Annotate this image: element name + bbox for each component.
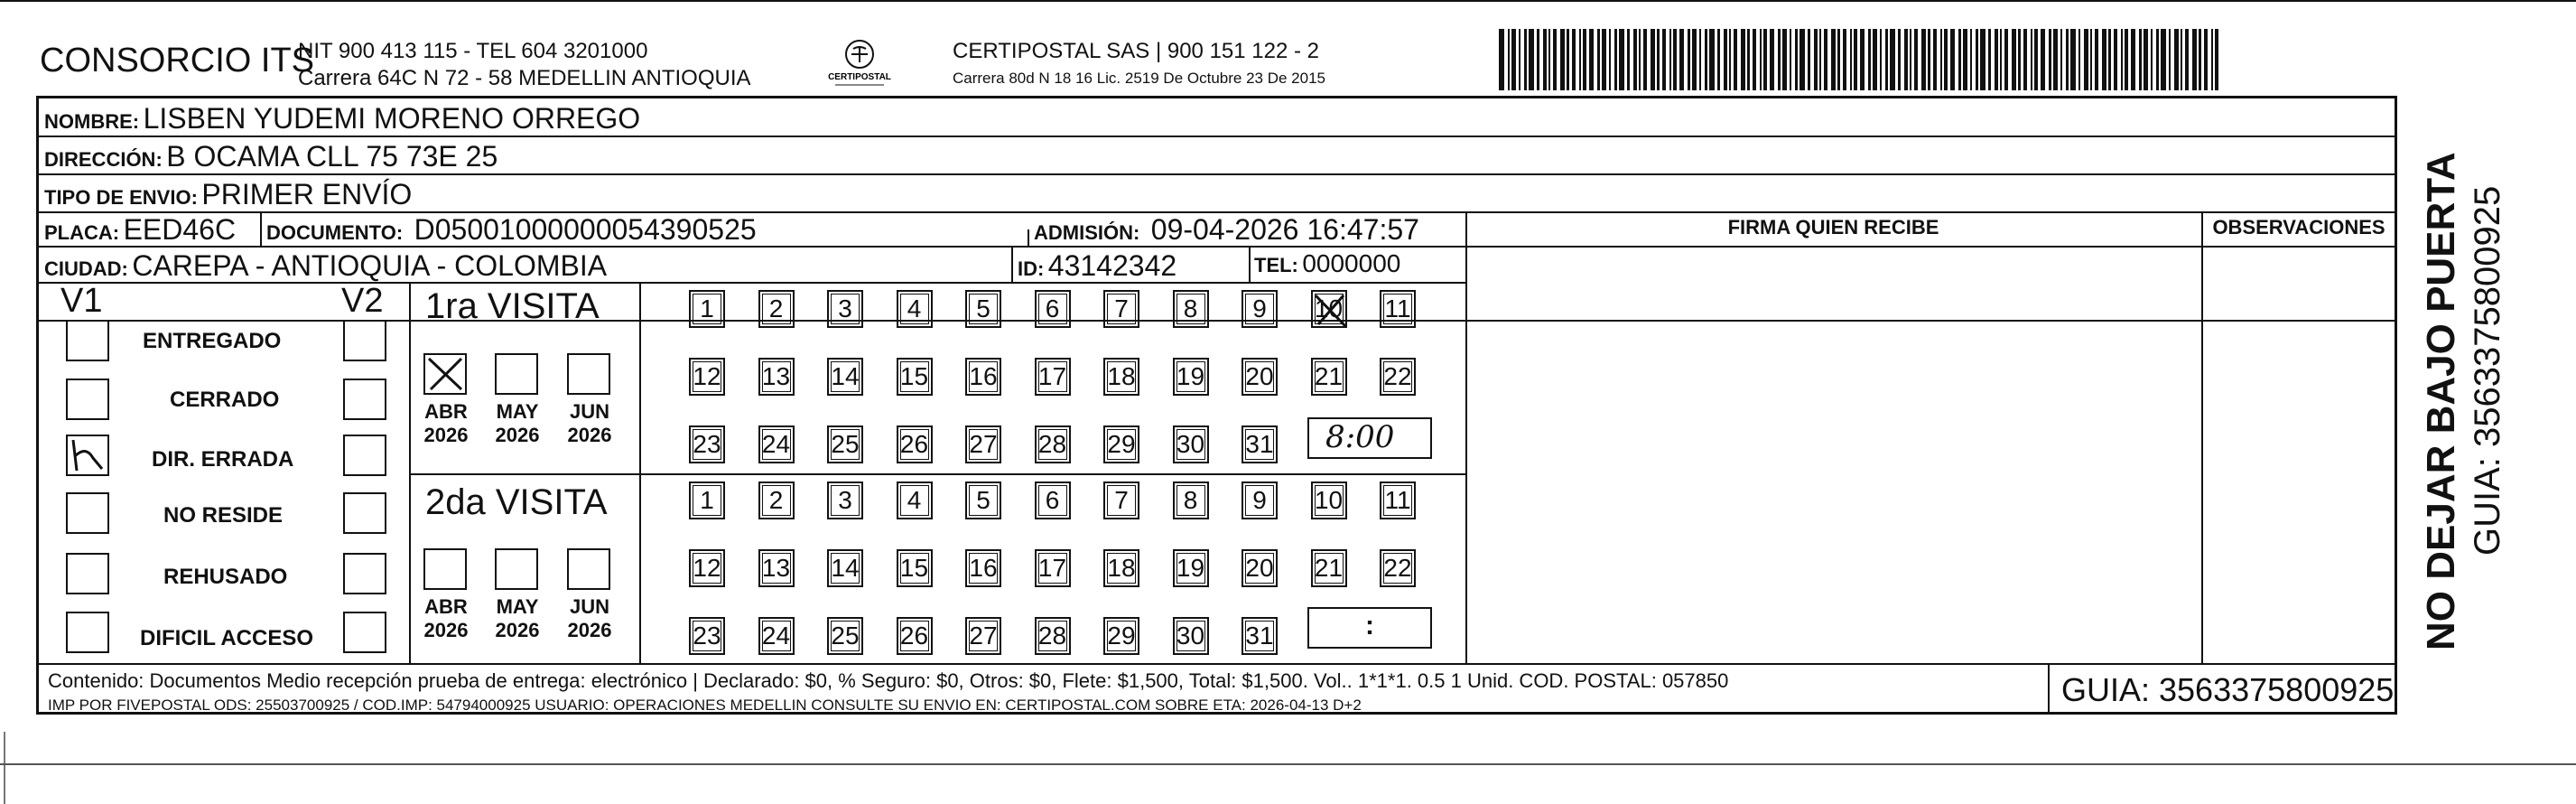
- first-visit-day-29[interactable]: 29: [1103, 425, 1139, 463]
- first-visit-day-28[interactable]: 28: [1035, 425, 1071, 463]
- second-visit-day-22[interactable]: 22: [1380, 549, 1416, 587]
- certipostal-logo: [817, 36, 903, 90]
- certipostal-info: [953, 38, 1325, 92]
- first-month-jun-checkbox[interactable]: [567, 353, 610, 395]
- second-month-may-label: MAY 2026: [495, 595, 540, 641]
- second-visit-day-19[interactable]: 19: [1173, 549, 1209, 587]
- first-visit-day-20[interactable]: 20: [1242, 358, 1278, 396]
- first-visit-day-8[interactable]: 8: [1173, 290, 1209, 328]
- second-visit-day-10[interactable]: 10: [1311, 481, 1347, 519]
- side-guia-text: GUIA: 3563375800925: [2468, 185, 2507, 556]
- delivery-form: [36, 96, 2397, 715]
- second-visit-day-4[interactable]: 4: [897, 481, 933, 519]
- v2-entregado-checkbox[interactable]: [343, 320, 386, 361]
- observaciones-header: OBSERVACIONES: [2212, 216, 2385, 238]
- second-visit-day-1[interactable]: 1: [689, 481, 725, 519]
- certipostal-license: Carrera 80d N 18 16 Lic. 2519 De Octubre 23 De 2015: [953, 70, 1325, 87]
- first-visit-time[interactable]: [1307, 417, 1432, 459]
- ciudad-label: CIUDAD:: [44, 257, 128, 280]
- nombre-label: NOMBRE:: [44, 110, 140, 133]
- first-visit-day-26[interactable]: 26: [897, 425, 933, 463]
- second-month-abr-checkbox[interactable]: [423, 548, 467, 590]
- x-mark-icon: [1313, 292, 1349, 330]
- first-visit-day-12[interactable]: 12: [689, 358, 725, 396]
- first-visit-day-23[interactable]: 23: [689, 425, 725, 463]
- tipo-envio-field: [44, 178, 412, 211]
- second-visit-day-27[interactable]: 27: [965, 617, 1001, 655]
- v2-header: V2: [341, 282, 384, 320]
- first-visit-title: 1ra VISITA: [425, 286, 600, 326]
- v1-dir-errada-checkbox[interactable]: [66, 435, 109, 476]
- second-month-jun-label: JUN 2026: [567, 595, 612, 641]
- status-no-reside: NO RESIDE: [163, 503, 284, 528]
- v1-cerrado-checkbox[interactable]: [66, 379, 109, 420]
- v2-dificil-acceso-checkbox[interactable]: [343, 612, 386, 653]
- second-visit-title: 2da VISITA: [425, 482, 608, 522]
- tel-value: 0000000: [1302, 249, 1401, 277]
- certipostal-line: CERTIPOSTAL SAS | 900 151 122 - 2: [953, 39, 1319, 63]
- first-visit-day-15[interactable]: 15: [897, 358, 933, 396]
- documento-field: [266, 213, 757, 247]
- second-visit-day-3[interactable]: 3: [827, 481, 863, 519]
- top-border: [0, 0, 2576, 2]
- second-visit-day-7[interactable]: 7: [1103, 481, 1139, 519]
- tel-label: TEL:: [1254, 254, 1298, 276]
- placa-label: PLACA:: [44, 221, 120, 244]
- v1-entregado-checkbox[interactable]: [66, 320, 109, 361]
- status-dificil-acceso: DIFICIL ACCESO: [140, 626, 314, 650]
- id-label: ID:: [1018, 257, 1045, 280]
- first-visit-day-18[interactable]: 18: [1103, 358, 1139, 396]
- first-visit-day-3[interactable]: 3: [827, 290, 863, 328]
- second-visit-day-2[interactable]: 2: [758, 481, 795, 519]
- second-visit-day-16[interactable]: 16: [965, 549, 1001, 587]
- placa-value: EED46C: [123, 213, 237, 246]
- company-name: CONSORCIO ITS: [40, 42, 315, 79]
- v1-rehusado-checkbox[interactable]: [66, 553, 109, 594]
- status-rehusado: REHUSADO: [163, 565, 288, 589]
- v1-dificil-acceso-checkbox[interactable]: [66, 612, 109, 653]
- firma-header: FIRMA QUIEN RECIBE: [1727, 216, 1939, 238]
- first-visit-day-1[interactable]: 1: [689, 290, 725, 328]
- second-visit-day-14[interactable]: 14: [827, 549, 863, 587]
- placa-field: [44, 213, 236, 247]
- first-visit-day-17[interactable]: 17: [1035, 358, 1071, 396]
- ciudad-field: [44, 249, 607, 283]
- status-entregado: ENTREGADO: [143, 329, 282, 353]
- footer-contenido: Contenido: Documentos Medio recepción prueba de entrega: electrónico | Declarado: $0, % Seguro: $0, Otros: $0, Flete: $1,500, Total: $1,500. Vol.. 1*1*1. 0.5 1 Unid. COD. POSTAL: 057850: [48, 669, 1729, 692]
- second-month-jun-checkbox[interactable]: [567, 548, 610, 590]
- left-edge: [4, 732, 5, 804]
- second-visit-day-30[interactable]: 30: [1173, 617, 1209, 655]
- barcode: [1499, 29, 2221, 90]
- v2-cerrado-checkbox[interactable]: [343, 379, 386, 420]
- first-visit-day-4[interactable]: 4: [897, 290, 933, 328]
- second-visit-day-9[interactable]: 9: [1242, 481, 1278, 519]
- second-month-abr-label: ABR 2026: [423, 595, 469, 641]
- first-visit-day-24[interactable]: 24: [758, 425, 795, 463]
- first-visit-day-7[interactable]: 7: [1103, 290, 1139, 328]
- admision-field: [1034, 213, 1419, 247]
- second-visit-day-13[interactable]: 13: [758, 549, 795, 587]
- first-visit-day-27[interactable]: 27: [965, 425, 1001, 463]
- first-month-jun-label: JUN 2026: [567, 400, 612, 446]
- first-visit-day-11[interactable]: 11: [1380, 290, 1416, 328]
- company-address: Carrera 64C N 72 - 58 MEDELLIN ANTIOQUIA: [298, 66, 751, 90]
- status-dir-errada: DIR. ERRADA: [152, 447, 294, 472]
- second-visit-time[interactable]: [1307, 607, 1432, 649]
- first-visit-day-30[interactable]: 30: [1173, 425, 1209, 463]
- company-info: [298, 38, 751, 92]
- second-visit-day-21[interactable]: 21: [1311, 549, 1347, 587]
- side-guia: [2460, 108, 2515, 560]
- first-visit-day-13[interactable]: 13: [758, 358, 795, 396]
- v2-rehusado-checkbox[interactable]: [343, 553, 386, 594]
- first-visit-day-6[interactable]: 6: [1035, 290, 1071, 328]
- first-month-abr-checkbox[interactable]: [423, 353, 467, 395]
- second-visit-day-28[interactable]: 28: [1035, 617, 1071, 655]
- no-dejar-bajo-puerta: NO DEJAR BAJO PUERTA: [2419, 152, 2463, 650]
- second-visit-day-18[interactable]: 18: [1103, 549, 1139, 587]
- tipo-envio-label: TIPO DE ENVIO:: [44, 186, 198, 209]
- ciudad-value: CAREPA - ANTIOQUIA - COLOMBIA: [132, 249, 608, 282]
- second-visit-day-6[interactable]: 6: [1035, 481, 1071, 519]
- v2-dir-errada-checkbox[interactable]: [343, 435, 386, 476]
- footer-imp: IMP POR FIVEPOSTAL ODS: 25503700925 / COD.IMP: 54794000925 USUARIO: OPERACIONES MEDELLIN CONSULTE SU ENVIO EN: CERTIPOSTAL.COM SOBRE ETA: 2026-04-13 D+2: [48, 696, 1362, 714]
- svg-text:CERTIPOSTAL: CERTIPOSTAL: [828, 72, 891, 82]
- id-field: [1018, 249, 1176, 283]
- second-visit-day-23[interactable]: 23: [689, 617, 725, 655]
- documento-label: DOCUMENTO:: [266, 221, 404, 244]
- first-visit-day-2[interactable]: 2: [758, 290, 795, 328]
- first-visit-day-14[interactable]: 14: [827, 358, 863, 396]
- first-visit-day-25[interactable]: 25: [827, 425, 863, 463]
- v1-no-reside-checkbox[interactable]: [66, 492, 109, 534]
- first-month-may-checkbox[interactable]: [495, 353, 538, 395]
- nombre-field: [44, 102, 640, 136]
- second-visit-day-17[interactable]: 17: [1035, 549, 1071, 587]
- second-visit-day-24[interactable]: 24: [758, 617, 795, 655]
- tipo-envio-value: PRIMER ENVÍO: [201, 178, 413, 210]
- first-visit-day-16[interactable]: 16: [965, 358, 1001, 396]
- status-cerrado: CERRADO: [170, 388, 280, 412]
- second-visit-time-value: :: [1365, 611, 1374, 640]
- footer-guia: GUIA: 3563375800925: [2061, 671, 2395, 708]
- bottom-edge: [0, 763, 2576, 765]
- second-visit-day-20[interactable]: 20: [1242, 549, 1278, 587]
- first-visit-day-21[interactable]: 21: [1311, 358, 1347, 396]
- first-visit-day-10[interactable]: 10: [1311, 290, 1347, 328]
- admision-label: ADMISIÓN:: [1034, 221, 1140, 244]
- first-visit-day-9[interactable]: 9: [1242, 290, 1278, 328]
- second-visit-day-26[interactable]: 26: [897, 617, 933, 655]
- first-visit-day-31[interactable]: 31: [1242, 425, 1278, 463]
- direccion-value: B OCAMA CLL 75 73E 25: [166, 140, 498, 173]
- nit-line: NIT 900 413 115 - TEL 604 3201000: [298, 39, 648, 63]
- second-visit-day-8[interactable]: 8: [1173, 481, 1209, 519]
- direccion-label: DIRECCIÓN:: [44, 148, 163, 171]
- x-mark-icon: [425, 355, 465, 393]
- first-month-may-label: MAY 2026: [495, 400, 540, 446]
- second-visit-day-29[interactable]: 29: [1103, 617, 1139, 655]
- second-visit-day-31[interactable]: 31: [1242, 617, 1278, 655]
- direccion-field: [44, 140, 498, 173]
- first-visit-day-5[interactable]: 5: [965, 290, 1001, 328]
- v1-header: V1: [60, 282, 103, 320]
- first-visit-day-19[interactable]: 19: [1173, 358, 1209, 396]
- v2-no-reside-checkbox[interactable]: [343, 492, 386, 534]
- id-value: 43142342: [1047, 249, 1177, 282]
- second-visit-day-15[interactable]: 15: [897, 549, 933, 587]
- tel-field: [1254, 249, 1400, 278]
- documento-value: D05001000000054390525: [414, 213, 757, 246]
- first-visit-time-value: 8:00: [1325, 419, 1395, 455]
- second-visit-day-25[interactable]: 25: [827, 617, 863, 655]
- check-mark-icon: [68, 436, 107, 474]
- first-visit-day-22[interactable]: 22: [1380, 358, 1416, 396]
- second-visit-day-11[interactable]: 11: [1380, 481, 1416, 519]
- nombre-value: LISBEN YUDEMI MORENO ORREGO: [143, 102, 641, 135]
- first-month-abr-label: ABR 2026: [423, 400, 469, 446]
- admision-value: 09-04-2026 16:47:57: [1150, 213, 1419, 246]
- second-visit-day-12[interactable]: 12: [689, 549, 725, 587]
- second-month-may-checkbox[interactable]: [495, 548, 538, 590]
- second-visit-day-5[interactable]: 5: [965, 481, 1001, 519]
